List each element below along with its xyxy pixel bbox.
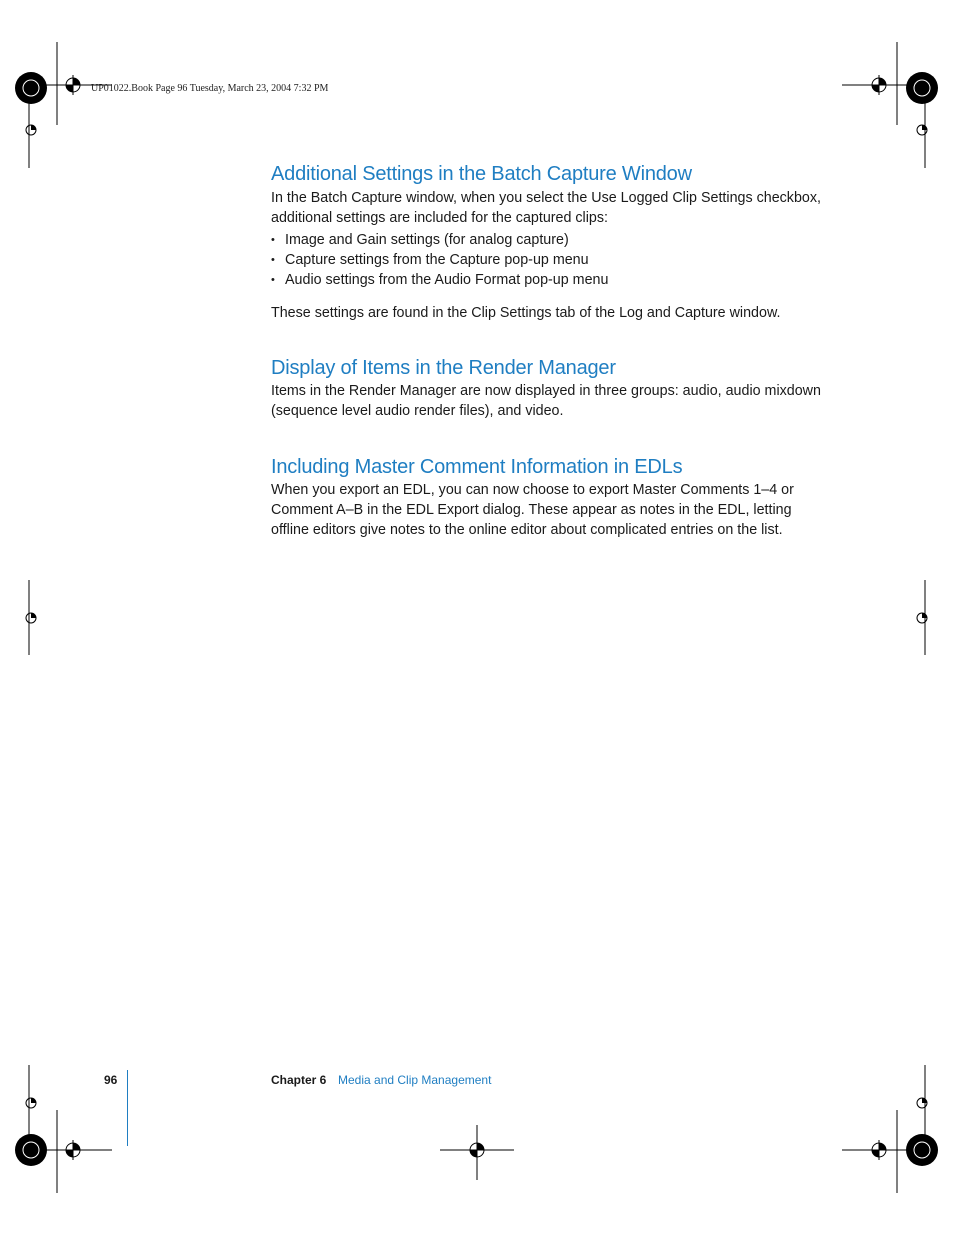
footer-rule: [127, 1070, 128, 1146]
section-heading: Additional Settings in the Batch Capture Window: [271, 163, 692, 185]
bullet-list: [271, 230, 831, 290]
section-heading: Display of Items in the Render Manager: [271, 357, 616, 379]
chapter-title: Media and Clip Management: [338, 1073, 492, 1087]
chapter-label: Chapter 6: [271, 1073, 327, 1087]
print-slug: UP01022.Book Page 96 Tuesday, March 23, 2004 7:32 PM: [91, 83, 329, 94]
section-note: These settings are found in the Clip Settings tab of the Log and Capture window.: [271, 305, 781, 321]
section-body: When you export an EDL, you can now choose to export Master Comments 1–4 or Comment A–B in the EDL Export dialog. These appear as notes in the EDL, letting offline editors give notes to the online editor about complicated entries on the list.: [271, 482, 794, 538]
section-master-comments: [271, 455, 831, 540]
list-item: • Image and Gain settings (for analog capture): [271, 230, 831, 250]
section-body: Items in the Render Manager are now displayed in three groups: audio, audio mixdown (sequence level audio render files), and video.: [271, 383, 821, 419]
section-render-manager: [271, 356, 831, 421]
list-item: • Audio settings from the Audio Format pop-up menu: [271, 270, 831, 290]
section-batch-capture: [271, 162, 831, 323]
page-number: 96: [104, 1073, 118, 1087]
section-heading: Including Master Comment Information in EDLs: [271, 456, 683, 478]
list-item: • Capture settings from the Capture pop-up menu: [271, 250, 831, 270]
section-intro: In the Batch Capture window, when you select the Use Logged Clip Settings checkbox, additional settings are included for the captured clips:: [271, 190, 821, 226]
